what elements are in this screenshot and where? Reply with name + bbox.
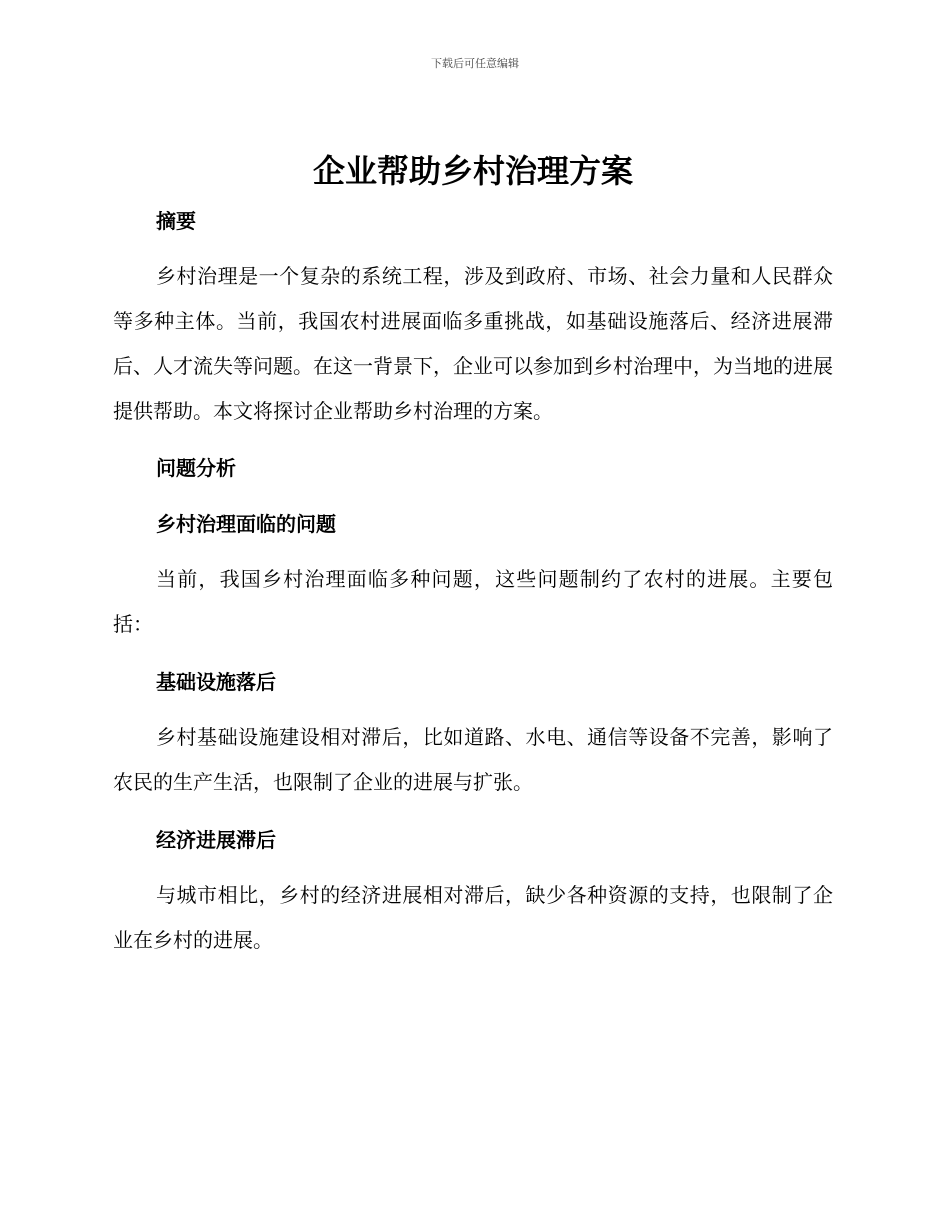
document-body <box>113 148 833 963</box>
abstract-paragraph: 乡村治理是一个复杂的系统工程，涉及到政府、市场、社会力量和人民群众等多种主体。当前，我国农村进展面临多重挑战，如基础设施落后、经济进展滞后、人才流失等问题。在这一背景下，企业可以参加到乡村治理中，为当地的进展提供帮助。本文将探讨企业帮助乡村治理的方案。 <box>113 264 833 423</box>
economy-paragraph: 与城市相比，乡村的经济进展相对滞后，缺少各种资源的支持，也限制了企业在乡村的进展。 <box>113 883 833 952</box>
problems-paragraph: 当前，我国乡村治理面临多种问题，这些问题制约了农村的进展。主要包括： <box>113 567 833 636</box>
abstract-heading: 摘要 <box>156 209 196 233</box>
page-header-note: 下载后可任意编辑 <box>431 57 519 70</box>
economy-heading: 经济进展滞后 <box>156 828 276 852</box>
problems-heading: 乡村治理面临的问题 <box>156 512 336 536</box>
analysis-heading: 问题分析 <box>156 456 236 480</box>
infrastructure-paragraph: 乡村基础设施建设相对滞后，比如道路、水电、通信等设备不完善，影响了农民的生产生活，也限制了企业的进展与扩张。 <box>113 725 833 794</box>
document-title: 企业帮助乡村治理方案 <box>312 152 633 190</box>
infrastructure-heading: 基础设施落后 <box>156 670 276 694</box>
